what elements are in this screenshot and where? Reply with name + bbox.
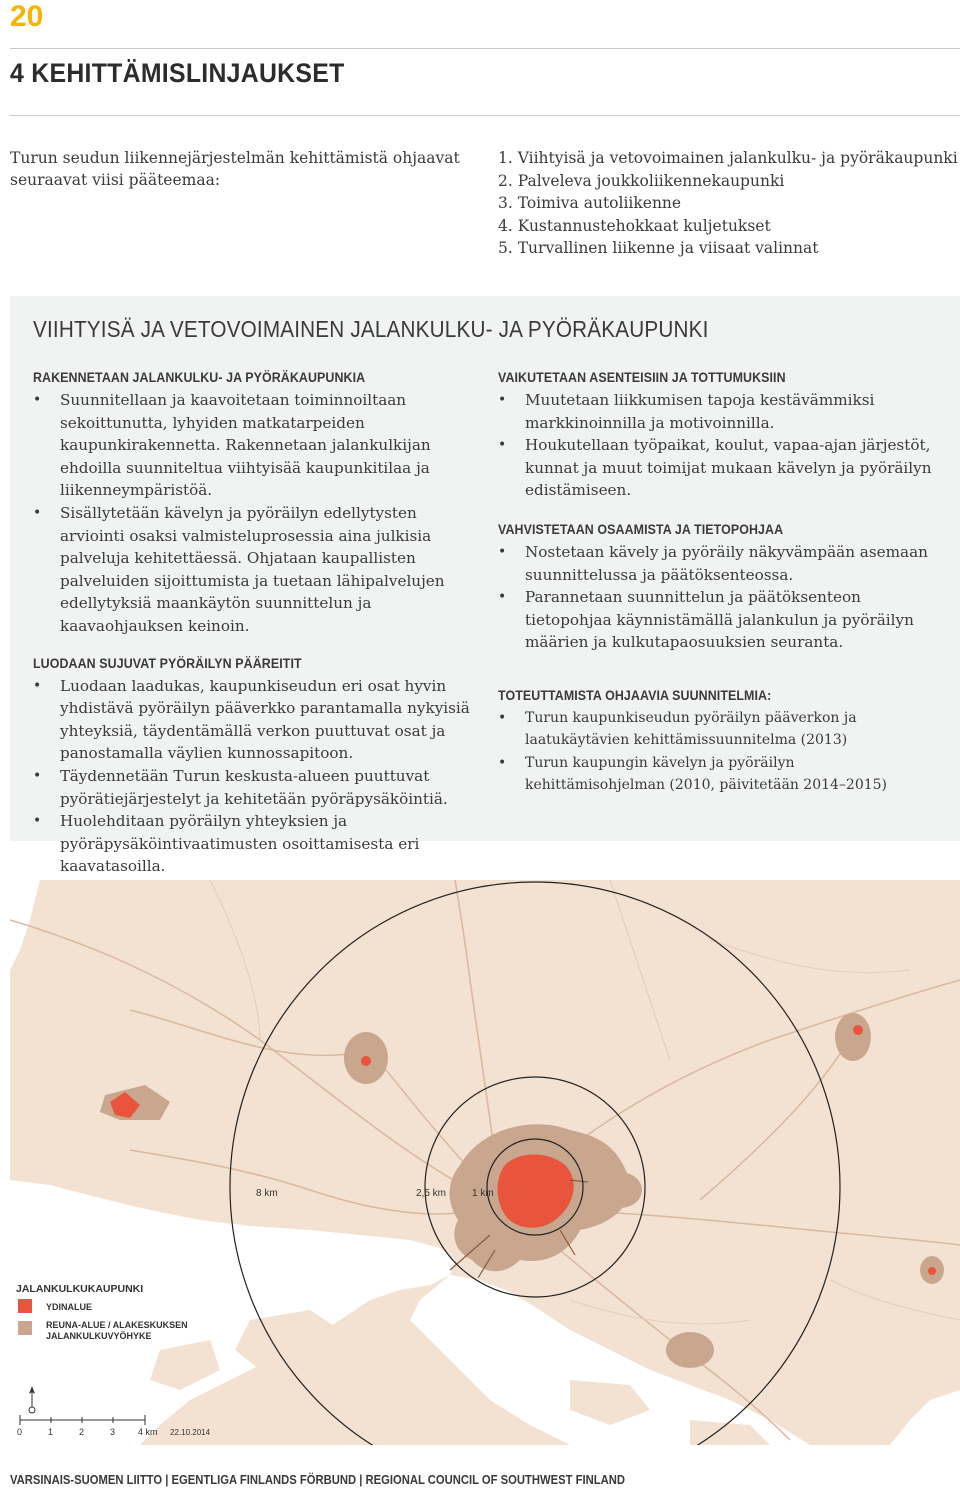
bullet-item: • Nostetaan kävely ja pyöräily näkyvämpään asemaan suunnittelussa ja päätöksenteossa. (498, 541, 938, 586)
core-zone (928, 1267, 936, 1275)
section-heading: TOTEUTTAMISTA OHJAAVIA SUUNNITELMIA: (498, 687, 772, 703)
ring-label: 8 km (256, 1188, 278, 1199)
page-number: 20 (10, 0, 44, 33)
bullet-item: • Muutetaan liikkumisen tapoja kestävämmiksi markkinoinnilla ja motivoinnilla. (498, 389, 938, 434)
legend-title: JALANKULKUKAUPUNKI (16, 1283, 144, 1295)
pedestrian-city-map (10, 880, 960, 1445)
legend-item-line: JALANKULKUVYÖHYKE (46, 1331, 152, 1341)
bullet-item: • Parannetaan suunnittelun ja päätöksenteon tietopohjaa käynnistämällä jalankulun ja pyöräilyn määrien ja kulkutapaosuuksien seuranta. (498, 586, 938, 654)
bullet-list (33, 389, 473, 638)
scale-tick: 2 (79, 1427, 85, 1437)
edge-zone (666, 1332, 714, 1368)
theme-item: 2. Palveleva joukkoliikennekaupunki (498, 171, 785, 190)
section-heading: LUODAAN SUJUVAT PYÖRÄILYN PÄÄREITIT (33, 655, 302, 671)
footer-text: VARSINAIS-SUOMEN LIITTO | EGENTLIGA FINLANDS FÖRBUND | REGIONAL COUNCIL OF SOUTHWEST FINLAND (10, 1473, 626, 1487)
panel-left-column (33, 370, 473, 896)
edge-zone (598, 1172, 642, 1208)
bullet-list (498, 541, 938, 654)
core-zone (361, 1056, 371, 1066)
header-rule (10, 48, 960, 49)
legend-swatch-edge (18, 1321, 32, 1335)
edge-zone (835, 1013, 871, 1061)
bullet-item: • Sisällytetään kävelyn ja pyöräilyn edellytysten arviointi osaksi valmisteluprosessia aina julkisia palveluja kehitettäessä. Ohjataan kaupallisten palveluiden sijoittumista ja tuetaan lähipalvelujen edellytyksiä maankäytön suunnittelun ja kaavaohjauksen keinoin. (33, 502, 473, 638)
bullet-item: • Turun kaupungin kävelyn ja pyöräilyn kehittämisohjelman (2010, päivitetään 2014–2015) (498, 752, 938, 797)
theme-item: 3. Toimiva autoliikenne (498, 194, 682, 212)
scale-tick: 3 (110, 1427, 116, 1437)
chapter-title: 4 KEHITTÄMISLINJAUKSET (10, 58, 345, 88)
bullet-item: • Houkutellaan työpaikat, koulut, vapaa-ajan järjestöt, kunnat ja muut toimijat mukaan kävelyn ja pyöräilyn edistämiseen. (498, 434, 938, 502)
ring-label: 2,5 km (416, 1188, 447, 1199)
scale-tick: 0 (17, 1427, 23, 1437)
scale-tick: 4 km (138, 1427, 158, 1437)
bullet-item: • Luodaan laadukas, kaupunkiseudun eri osat hyvin yhdistävä pyöräilyn pääverkko parantamalla nykyisiä yhteyksiä, täydentämällä verkon puuttuvat osat ja panostamalla väylien kunnossapitoon. (33, 675, 473, 765)
section-heading: VAHVISTETAAN OSAAMISTA JA TIETOPOHJAA (498, 521, 784, 537)
ring-label: 1 km (472, 1188, 494, 1199)
section-heading: RAKENNETAAN JALANKULKU- JA PYÖRÄKAUPUNKIA (33, 370, 366, 385)
map-date: 22.10.2014 (170, 1428, 211, 1437)
legend-item: YDINALUE (46, 1302, 93, 1312)
bullet-list (498, 389, 938, 502)
theme-item: 5. Turvallinen liikenne ja viisaat valinnat (498, 239, 819, 257)
legend-swatch-core (18, 1299, 32, 1313)
legend-item-line: REUNA-ALUE / ALAKESKUKSEN (46, 1320, 188, 1330)
bullet-item: • Turun kaupunkiseudun pyöräilyn pääverkon ja laatukäytävien kehittämissuunnitelma (2013) (498, 707, 938, 752)
panel-right-column (498, 370, 938, 815)
title-rule (10, 115, 960, 116)
core-zone (853, 1025, 863, 1035)
bullet-item: • Suunnitellaan ja kaavoitetaan toiminnoiltaan sekoittunutta, lyhyiden matkatarpeiden kaupunkirakennetta. Rakennetaan jalankulkijan ehdoilla suunniteltua viihtyisää kaupunkitilaa ja liikenneympäristöä. (33, 389, 473, 502)
themes-list (498, 147, 958, 260)
theme-item: 1. Viihtyisä ja vetovoimainen jalankulku- ja pyöräkaupunki (498, 149, 958, 167)
bullet-item: • Huolehditaan pyöräilyn yhteyksien ja pyöräpysäköintivaatimusten osoittamisesta eri kaavatasoilla. (33, 810, 473, 878)
bullet-list (498, 707, 938, 797)
theme-item: 4. Kustannustehokkaat kuljetukset (498, 216, 771, 235)
intro-text: Turun seudun liikennejärjestelmän kehittämistä ohjaavat seuraavat viisi pääteemaa: (10, 149, 460, 189)
scale-tick: 1 (48, 1427, 54, 1437)
bullet-list (33, 675, 473, 878)
panel-title: VIIHTYISÄ JA VETOVOIMAINEN JALANKULKU- JA PYÖRÄKAUPUNKI (33, 316, 709, 342)
bullet-item: • Täydennetään Turun keskusta-alueen puuttuvat pyörätiejärjestelyt ja kehitetään pyöräpysäköintiä. (33, 765, 473, 810)
theme-panel (10, 296, 960, 876)
section-heading: VAIKUTETAAN ASENTEISIIN JA TOTTUMUKSIIN (498, 370, 786, 385)
